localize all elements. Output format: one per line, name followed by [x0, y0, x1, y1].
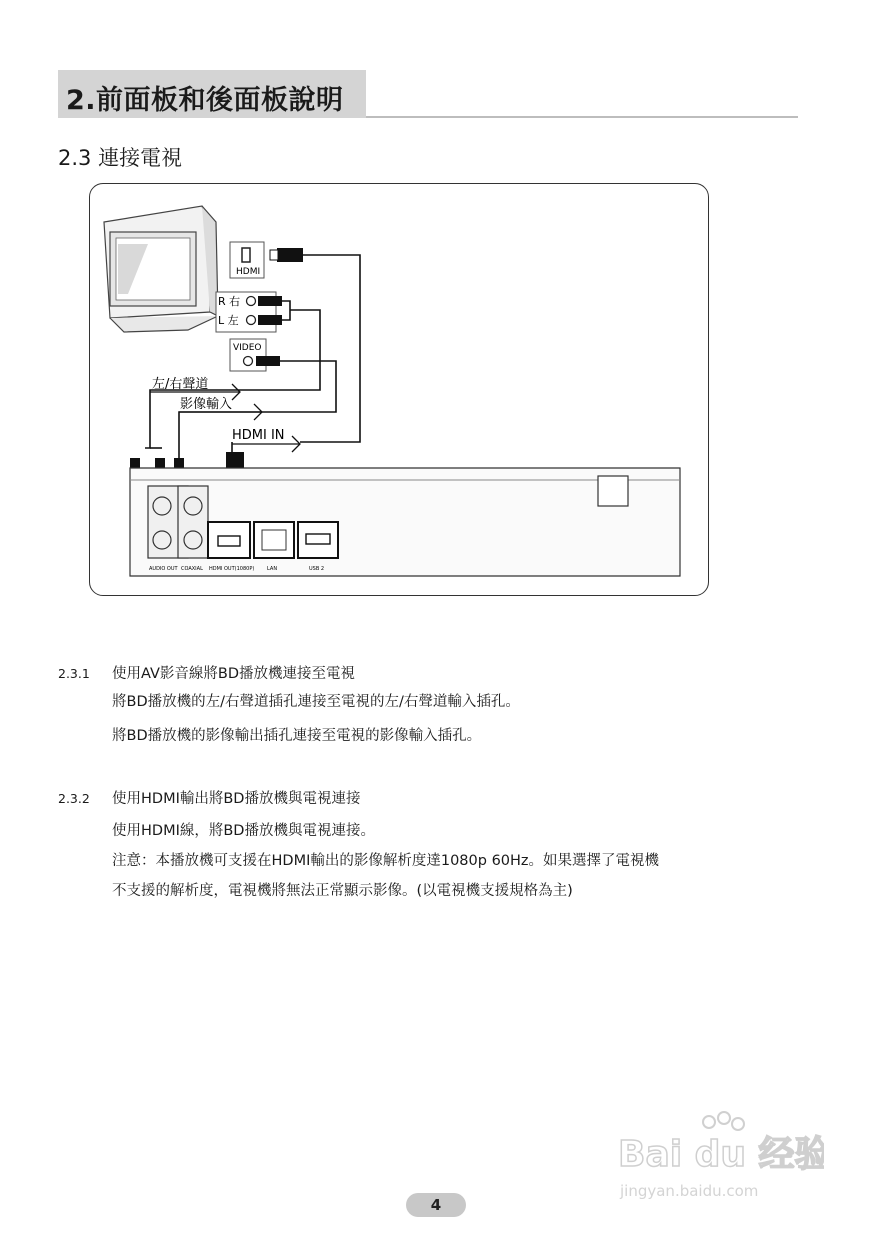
bd-player-rear	[130, 468, 680, 576]
tv-video-label: VIDEO	[233, 343, 262, 353]
connection-diagram	[89, 183, 709, 596]
video-in-label: 影像輸入	[180, 397, 233, 412]
tv-illustration	[104, 206, 218, 332]
subsection-1-line-1: 將BD播放機的左/右聲道插孔連接至電視的左/右聲道輸入插孔。	[112, 694, 520, 710]
subsection-2-line-3: 不支援的解析度，電視機將無法正常顯示影像。(以電視機支援規格為主)	[112, 883, 573, 899]
subsection-1-number: 2.3.1	[58, 666, 90, 681]
watermark-url: jingyan.baidu.com	[620, 1182, 759, 1200]
tv-left-label: L 左	[218, 314, 239, 327]
subsection-1-line-2: 將BD播放機的影像輸出插孔連接至電視的影像輸入插孔。	[112, 728, 482, 744]
hdmi-in-label: HDMI IN	[232, 428, 285, 443]
chapter-header-rule	[366, 116, 798, 118]
chapter-title: 2.前面板和後面板說明	[66, 85, 344, 116]
subsection-1-heading	[58, 662, 355, 683]
connection-diagram-svg	[90, 184, 709, 596]
tv-hdmi-label: HDMI	[236, 267, 261, 277]
subsection-2-line-1: 使用HDMI線，將BD播放機與電視連接。	[112, 823, 375, 839]
subsection-2-heading	[58, 787, 360, 808]
watermark-brand: Bai du 经验	[618, 1134, 824, 1175]
arrow-labels	[150, 376, 300, 452]
port-audio-out-label: AUDIO OUT	[149, 566, 178, 572]
tv-right-label: R 右	[218, 295, 241, 308]
section-title: 2.3 連接電視	[58, 146, 183, 170]
subsection-2-title: 使用HDMI輸出將BD播放機與電視連接	[112, 791, 361, 807]
audio-lr-label: 左/右聲道	[152, 377, 209, 392]
port-lan-label: LAN	[267, 566, 278, 572]
port-hdmi-out-label: HDMI OUT(1080P)	[209, 566, 255, 572]
subsection-2-line-2: 注意：本播放機可支援在HDMI輸出的影像解析度達1080p 60Hz。如果選擇了電視機	[112, 853, 660, 869]
baidu-watermark	[614, 1108, 824, 1203]
port-coaxial-label: COAXIAL	[181, 566, 203, 572]
tv-jack-panel	[216, 242, 276, 371]
port-usb-label: USB 2	[309, 566, 325, 572]
subsection-1-title: 使用AV影音線將BD播放機連接至電視	[112, 666, 356, 682]
subsection-2-number: 2.3.2	[58, 791, 90, 806]
baidu-watermark-logo	[614, 1108, 824, 1203]
page-number: 4	[406, 1193, 466, 1217]
